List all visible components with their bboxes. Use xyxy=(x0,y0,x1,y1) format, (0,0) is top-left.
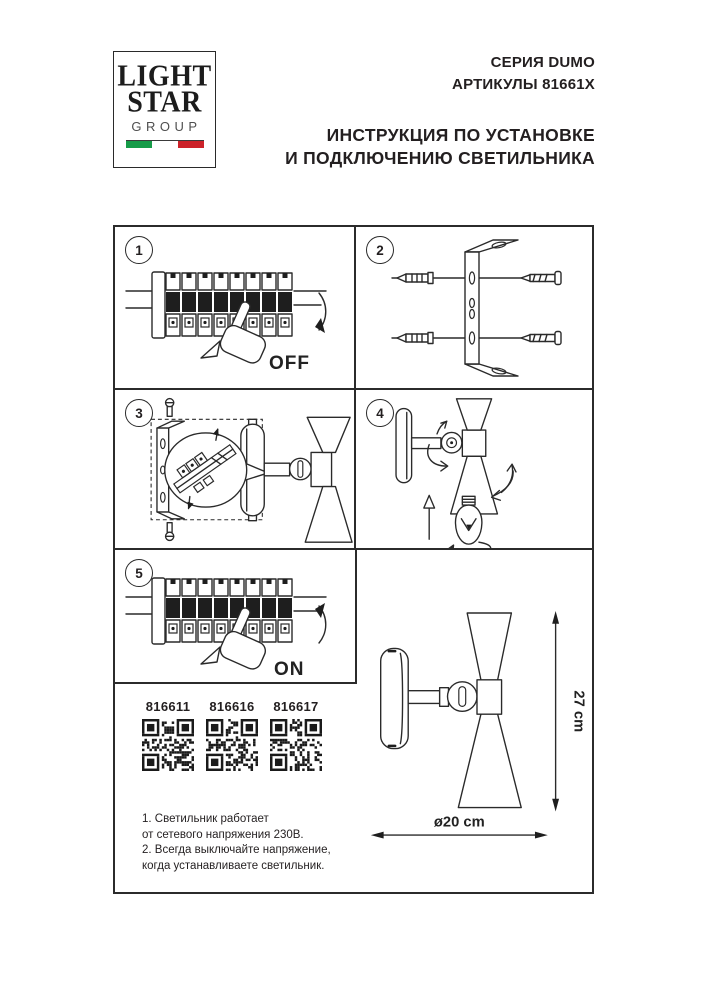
series-label: СЕРИЯ DUMO xyxy=(490,54,595,71)
step-3-panel xyxy=(115,390,356,550)
logo-word-group: GROUP xyxy=(131,119,202,134)
dimension-diagram xyxy=(363,593,591,861)
screw-icon xyxy=(521,332,561,345)
wall-plate-icon xyxy=(396,409,412,483)
pivot-knob-icon xyxy=(441,432,461,452)
lightstar-logo xyxy=(113,51,216,168)
wall-anchor-icon xyxy=(397,273,433,284)
safety-notes xyxy=(142,812,377,874)
articles-label: АРТИКУЛЫ 81661X xyxy=(452,76,595,93)
note-line: 2. Всегда выключайте напряжение, xyxy=(142,844,331,856)
logo-word-star: STAR xyxy=(127,85,202,120)
article-column xyxy=(270,699,322,776)
flag-green xyxy=(126,141,152,148)
screw-icon xyxy=(166,399,174,417)
step-1-number: 1 xyxy=(125,236,153,264)
header-text xyxy=(285,52,595,170)
title-line-1: ИНСТРУКЦИЯ ПО УСТАНОВКЕ xyxy=(326,125,595,145)
title-line-2: И ПОДКЛЮЧЕНИЮ СВЕТИЛЬНИКА xyxy=(285,148,595,168)
step-1-panel xyxy=(115,227,356,390)
on-label: ON xyxy=(274,659,305,680)
wall-plate-icon xyxy=(381,648,409,748)
screw-icon xyxy=(521,272,561,285)
mounting-bracket-icon xyxy=(465,240,518,376)
flag-red xyxy=(178,141,204,148)
article-qr-section xyxy=(142,699,322,776)
step-4-number: 4 xyxy=(366,399,394,427)
step-5-number: 5 xyxy=(125,559,153,587)
screw-icon xyxy=(166,523,174,541)
height-dimension xyxy=(552,611,586,811)
insert-arrow-icon xyxy=(424,495,435,539)
breaker-off-diagram xyxy=(122,245,349,377)
qr-code xyxy=(206,719,258,771)
step-3-number: 3 xyxy=(125,399,153,427)
diameter-dimension xyxy=(371,814,548,838)
pivot-knob-icon xyxy=(290,458,311,479)
article-column xyxy=(206,699,258,776)
arrow-up-icon xyxy=(315,603,326,643)
off-label: OFF xyxy=(269,353,310,374)
note-line: когда устанавливаете светильник. xyxy=(142,859,325,872)
diabolo-shade-icon xyxy=(305,417,352,542)
step-2-panel xyxy=(356,227,592,390)
qr-code xyxy=(142,719,194,771)
article-number: 816611 xyxy=(145,699,191,714)
wall-anchor-icon xyxy=(397,333,433,344)
instruction-grid xyxy=(113,225,594,894)
note-line: от сетевого напряжения 230В. xyxy=(142,828,304,841)
article-column xyxy=(142,699,194,776)
bracket-mounting-diagram xyxy=(358,232,593,384)
step-4-panel xyxy=(356,390,592,550)
pivot-knob-icon xyxy=(448,682,477,711)
diameter-label: ø20 cm xyxy=(433,814,485,831)
qr-code xyxy=(270,719,322,771)
height-label: 27 cm xyxy=(570,690,587,733)
document-title xyxy=(285,124,595,170)
step-5-panel xyxy=(115,550,357,684)
note-line: 1. Светильник работает xyxy=(142,813,269,825)
article-number: 816617 xyxy=(273,699,319,714)
logo-word-light: LIGHT xyxy=(117,59,212,94)
arrow-down-icon xyxy=(315,293,326,333)
italian-flag-stripe xyxy=(126,140,204,148)
tilt-arrow-icon xyxy=(492,464,516,500)
step-2-number: 2 xyxy=(366,236,394,264)
article-number: 816616 xyxy=(209,699,255,714)
breaker-on-diagram xyxy=(122,551,349,683)
flag-white xyxy=(152,141,178,148)
